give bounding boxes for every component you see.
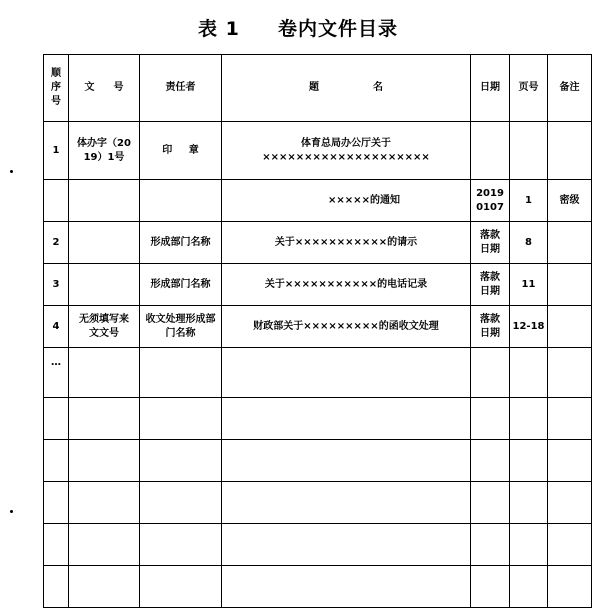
- table-row: [44, 264, 592, 306]
- cell-empty: [548, 566, 592, 608]
- cell-empty: [222, 398, 471, 440]
- header-seq: 顺 序 号: [44, 55, 69, 122]
- cell-subject: 体育总局办公厅关于××××××××××××××××××××: [222, 122, 471, 180]
- cell-empty: [510, 440, 548, 482]
- cell-empty: [510, 348, 548, 398]
- cell-empty: [222, 566, 471, 608]
- table-row: [44, 524, 592, 566]
- cell-empty: [44, 482, 69, 524]
- header-remark: 备注: [548, 55, 592, 122]
- table-row: [44, 398, 592, 440]
- table-row: [44, 566, 592, 608]
- header-date: 日期: [471, 55, 510, 122]
- cell-seq: [44, 180, 69, 222]
- table-row: [44, 306, 592, 348]
- margin-dot: [10, 510, 13, 513]
- cell-seq: 2: [44, 222, 69, 264]
- cell-remark: [548, 264, 592, 306]
- cell-doc-no: [69, 180, 140, 222]
- cell-subject: 财政部关于×××××××××的函收文处理: [222, 306, 471, 348]
- cell-doc-no: [69, 222, 140, 264]
- document-title: 表 1 卷内文件目录: [198, 18, 398, 40]
- cell-responsible: [140, 122, 222, 180]
- table-row: [44, 440, 592, 482]
- cell-empty: [69, 566, 140, 608]
- cell-page: 1: [510, 180, 548, 222]
- cell-empty: [471, 398, 510, 440]
- cell-empty: [548, 482, 592, 524]
- file-catalog-table: [43, 54, 592, 608]
- cell-empty: [140, 440, 222, 482]
- cell-empty: [69, 398, 140, 440]
- cell-responsible-a: 印: [162, 144, 173, 156]
- cell-empty: [471, 348, 510, 398]
- cell-responsible: 收文处理形成部门名称: [140, 306, 222, 348]
- cell-empty: [548, 440, 592, 482]
- cell-empty: [548, 524, 592, 566]
- cell-seq: 1: [44, 122, 69, 180]
- cell-responsible: 形成部门名称: [140, 222, 222, 264]
- cell-subject: 关于×××××××××××的电话记录: [222, 264, 471, 306]
- cell-responsible: [140, 180, 222, 222]
- cell-page: [510, 122, 548, 180]
- header-subject-a: 题: [309, 82, 319, 93]
- cell-empty: [44, 566, 69, 608]
- cell-empty: [69, 482, 140, 524]
- header-doc-no: [69, 55, 140, 122]
- cell-empty: [44, 524, 69, 566]
- cell-empty: [140, 482, 222, 524]
- table-row: [44, 180, 592, 222]
- cell-empty: [471, 482, 510, 524]
- cell-page: 8: [510, 222, 548, 264]
- cell-doc-no: 体办字（2019）1号: [69, 122, 140, 180]
- header-doc-no-b: 号: [113, 82, 124, 93]
- cell-empty: [471, 566, 510, 608]
- table-row: [44, 348, 592, 398]
- cell-empty: [510, 482, 548, 524]
- cell-empty: [140, 398, 222, 440]
- cell-empty: [44, 398, 69, 440]
- cell-empty: [140, 566, 222, 608]
- cell-empty: [548, 348, 592, 398]
- cell-responsible-b: 章: [188, 144, 199, 156]
- header-row: [44, 55, 592, 122]
- cell-empty: [222, 524, 471, 566]
- cell-date: 20190107: [471, 180, 510, 222]
- cell-remark: [548, 222, 592, 264]
- cell-empty: [69, 348, 140, 398]
- cell-date: 落款日期: [471, 306, 510, 348]
- cell-doc-no: [69, 264, 140, 306]
- cell-subject: ×××××的通知: [222, 180, 471, 222]
- cell-remark: [548, 122, 592, 180]
- cell-empty: [69, 440, 140, 482]
- header-page: 页号: [510, 55, 548, 122]
- cell-page: 11: [510, 264, 548, 306]
- cell-empty: [548, 398, 592, 440]
- cell-doc-no: 无须填写来文文号: [69, 306, 140, 348]
- table-row: [44, 122, 592, 180]
- cell-responsible: 形成部门名称: [140, 264, 222, 306]
- header-subject-b: 名: [373, 82, 383, 93]
- table-row: [44, 482, 592, 524]
- table-row: [44, 222, 592, 264]
- cell-remark: [548, 306, 592, 348]
- cell-seq: 3: [44, 264, 69, 306]
- cell-empty: [140, 348, 222, 398]
- cell-subject: 关于×××××××××××的请示: [222, 222, 471, 264]
- cell-seq: …: [44, 348, 69, 398]
- margin-dot: [10, 170, 13, 173]
- cell-empty: [471, 440, 510, 482]
- header-responsible: 责任者: [140, 55, 222, 122]
- cell-empty: [510, 524, 548, 566]
- cell-empty: [222, 440, 471, 482]
- header-subject: [222, 55, 471, 122]
- cell-empty: [44, 440, 69, 482]
- cell-empty: [510, 566, 548, 608]
- cell-empty: [222, 482, 471, 524]
- header-doc-no-a: 文: [84, 82, 95, 93]
- cell-empty: [140, 524, 222, 566]
- cell-date: 落款日期: [471, 264, 510, 306]
- cell-date: [471, 122, 510, 180]
- cell-empty: [471, 524, 510, 566]
- cell-date: 落款日期: [471, 222, 510, 264]
- cell-remark: 密级: [548, 180, 592, 222]
- cell-empty: [69, 524, 140, 566]
- cell-empty: [510, 398, 548, 440]
- cell-empty: [222, 348, 471, 398]
- cell-seq: 4: [44, 306, 69, 348]
- cell-page: 12-18: [510, 306, 548, 348]
